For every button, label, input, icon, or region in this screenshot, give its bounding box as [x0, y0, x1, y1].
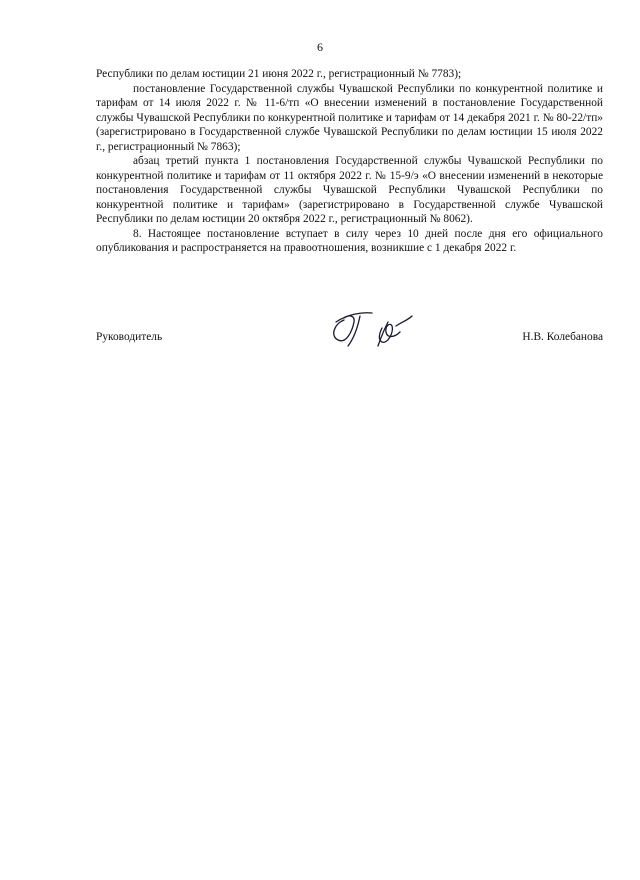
paragraph-3: абзац третий пункта 1 постановления Государственной службы Чувашской Республики по конкурентной политике и тарифам от 11 октября 2022 г. № 15-9/э «О внесении изменений в некоторые постановления Государственной службы Чувашской Республики Чувашской Республики по конкурентной политике и тарифам» (зарегистрировано в Государственной службе Чувашской Республики по делам юстиции 20 октября 2022 г., регистрационный № 8062).	[96, 155, 603, 225]
document-body	[96, 67, 603, 256]
page-number: 6	[317, 40, 323, 54]
signatory-name: Н.В. Колебанова	[522, 331, 603, 343]
paragraph-1: Республики по делам юстиции 21 июня 2022 г., регистрационный № 7783);	[96, 68, 462, 80]
signatory-role: Руководитель	[96, 331, 163, 343]
paragraph-4: 8. Настоящее постановление вступает в силу через 10 дней после дня его официального опубликования и распространяется на правоотношения, возникшие с 1 декабря 2022 г.	[96, 227, 603, 254]
paragraph-2: постановление Государственной службы Чувашской Республики по конкурентной политике и тарифам от 14 июля 2022 г. № 11-6/тп «О внесении изменений в постановление Государственной службы Чувашской Республики по конкурентной политике и тарифам от 14 декабря 2021 г. № 80-22/тп» (зарегистрировано в Государственной службе Чувашской Республики по делам юстиции 15 июля 2022 г., регистрационный № 7863);	[96, 82, 603, 153]
handwritten-signature-icon	[322, 302, 422, 352]
